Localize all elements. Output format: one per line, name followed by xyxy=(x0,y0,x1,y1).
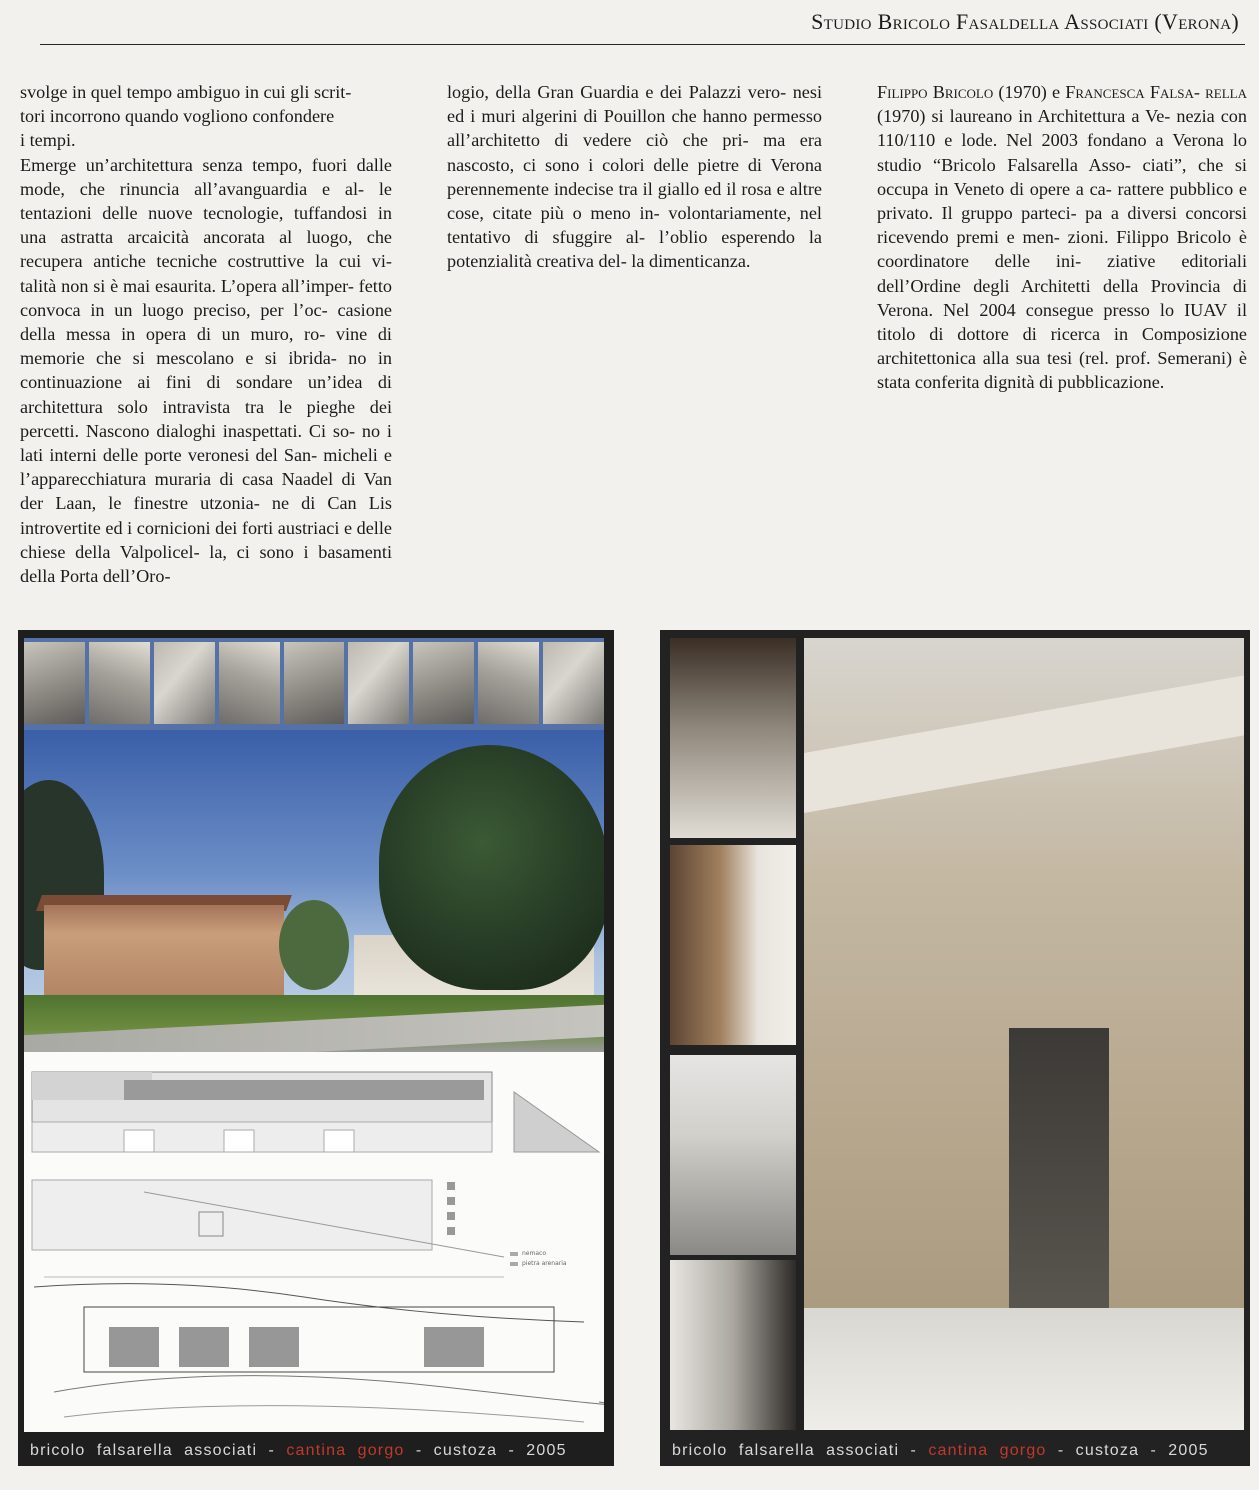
thumbnail-photo xyxy=(24,642,85,724)
tree-shape xyxy=(379,745,604,990)
text-column-3 xyxy=(877,80,1247,395)
thumbnail-photo xyxy=(348,642,409,724)
thumbnail-photo xyxy=(543,642,604,724)
legend-label-2: pietra arenaria xyxy=(522,1260,567,1267)
tree-shape xyxy=(279,900,349,990)
portico-photo xyxy=(670,1260,796,1430)
caption-project: cantina gorgo xyxy=(286,1442,405,1459)
page-title: Studio Bricolo Fasaldella Associati (Verona) xyxy=(811,9,1239,34)
ground-shape xyxy=(804,1308,1244,1430)
project-panel-right xyxy=(660,630,1250,1466)
author-name-2: Francesca Falsa- rella xyxy=(1065,82,1247,102)
author-name-1: Filippo Bricolo xyxy=(877,82,994,102)
thumbnail-photo xyxy=(89,642,150,724)
col3-text-1: (1970) e xyxy=(993,82,1066,102)
col1-paragraph-1: svolge in quel tempo ambiguo in cui gli scrit- tori incorrono quando vogliono confondere i tempi. xyxy=(20,82,352,151)
thumbnail-photo xyxy=(284,642,345,724)
thumbnail-photo xyxy=(413,642,474,724)
thumbnail-photo xyxy=(219,642,280,724)
caption-place-year: - custoza - 2005 xyxy=(404,1442,567,1459)
text-column-2 xyxy=(447,80,822,274)
caption-project: cantina gorgo xyxy=(928,1442,1047,1459)
thumbnail-photo xyxy=(154,642,215,724)
elevation-plan-sketch xyxy=(24,1052,604,1432)
panel-caption xyxy=(18,1436,614,1466)
col2-paragraph-1: logio, della Gran Guardia e dei Palazzi vero- nesi ed i muri algerini di Pouillon che hanno permesso all’architetto di vedere ciò che pri- ma era nascosto, ci sono i colori delle pietre di Verona perennemente indecise tra il giallo ed il rosa e altre cose, citate più o meno in- volontariamente, nel tentativo di sfuggire al- l’oblio esperendo la potenzialità creativa del- la dimenticanza. xyxy=(447,82,822,272)
thumbnail-strip xyxy=(24,638,604,734)
corridor-photo xyxy=(670,845,796,1045)
farmhouse-shape xyxy=(44,905,284,1000)
stone-wall-photo xyxy=(804,638,1244,1430)
caption-studio: bricolo falsarella associati - xyxy=(672,1442,929,1459)
panel-caption xyxy=(660,1436,1250,1466)
caption-studio: bricolo falsarella associati - xyxy=(30,1442,287,1459)
page-header xyxy=(40,0,1245,45)
winery-exterior-photo xyxy=(24,730,604,1052)
wall-photo xyxy=(670,1055,796,1255)
caption-place-year: - custoza - 2005 xyxy=(1046,1442,1209,1459)
thumbnail-photo xyxy=(478,642,539,724)
legend-label-1: nemaco xyxy=(522,1250,546,1257)
doorway-shape xyxy=(1009,1028,1109,1318)
architectural-drawing xyxy=(24,1052,604,1432)
colonnade-photo xyxy=(670,638,796,838)
col3-text-2: (1970) si laureano in Architettura a Ve- nezia con 110/110 e lode. Nel 2003 fondano a Verona lo studio “Bricolo Falsarella Asso- ciati”, che si occupa in Veneto di opere a ca- rattere pubblico e privato. Il gruppo parteci- pa a diversi concorsi ricevendo premi e men- zioni. Filippo Bricolo è coordinatore delle ini- ziative editoriali dell’Ordine degli Architetti della Provincia di Verona. Nel 2004 consegue presso lo IUAV il titolo di dottore di ricerca in Composizione architettonica alla sua tesi (rel. prof. Semerani) è stata conferita dignità di pubblicazione. xyxy=(877,106,1247,393)
col3-paragraph-1 xyxy=(877,80,1247,395)
project-panel-left xyxy=(18,630,614,1466)
text-column-1 xyxy=(20,80,392,588)
concrete-beam-shape xyxy=(804,675,1244,813)
col1-paragraph-2: Emerge un’architettura senza tempo, fuori dalle mode, che rinuncia all’avanguardia e al- le tentazioni delle nuove tecnologie, tuffandosi in una astratta arcaicità ancorata al luogo, che recupera antiche tecniche costruttive la cui vi- talità non si è mai esaurita. L’opera all’imper- fetto convoca in un luogo preciso, per l’oc- casione della messa in opera di un muro, ro- vine di memorie che si mescolano e si ibrida- no in continuazione ai fini di sondare un’idea di architettura solo intravista tra le pieghe dei percetti. Nascono dialoghi inaspettati. Ci so- no i lati interni delle porte veronesi del San- micheli e l’apparecchiatura muraria di casa Naadel di Van der Laan, le finestre utzonia- ne di Can Lis introvertite ed i cornicioni dei forti austriaci e delle chiese della Valpolicel- la, ci sono i basamenti della Porta dell’Oro- xyxy=(20,154,392,587)
